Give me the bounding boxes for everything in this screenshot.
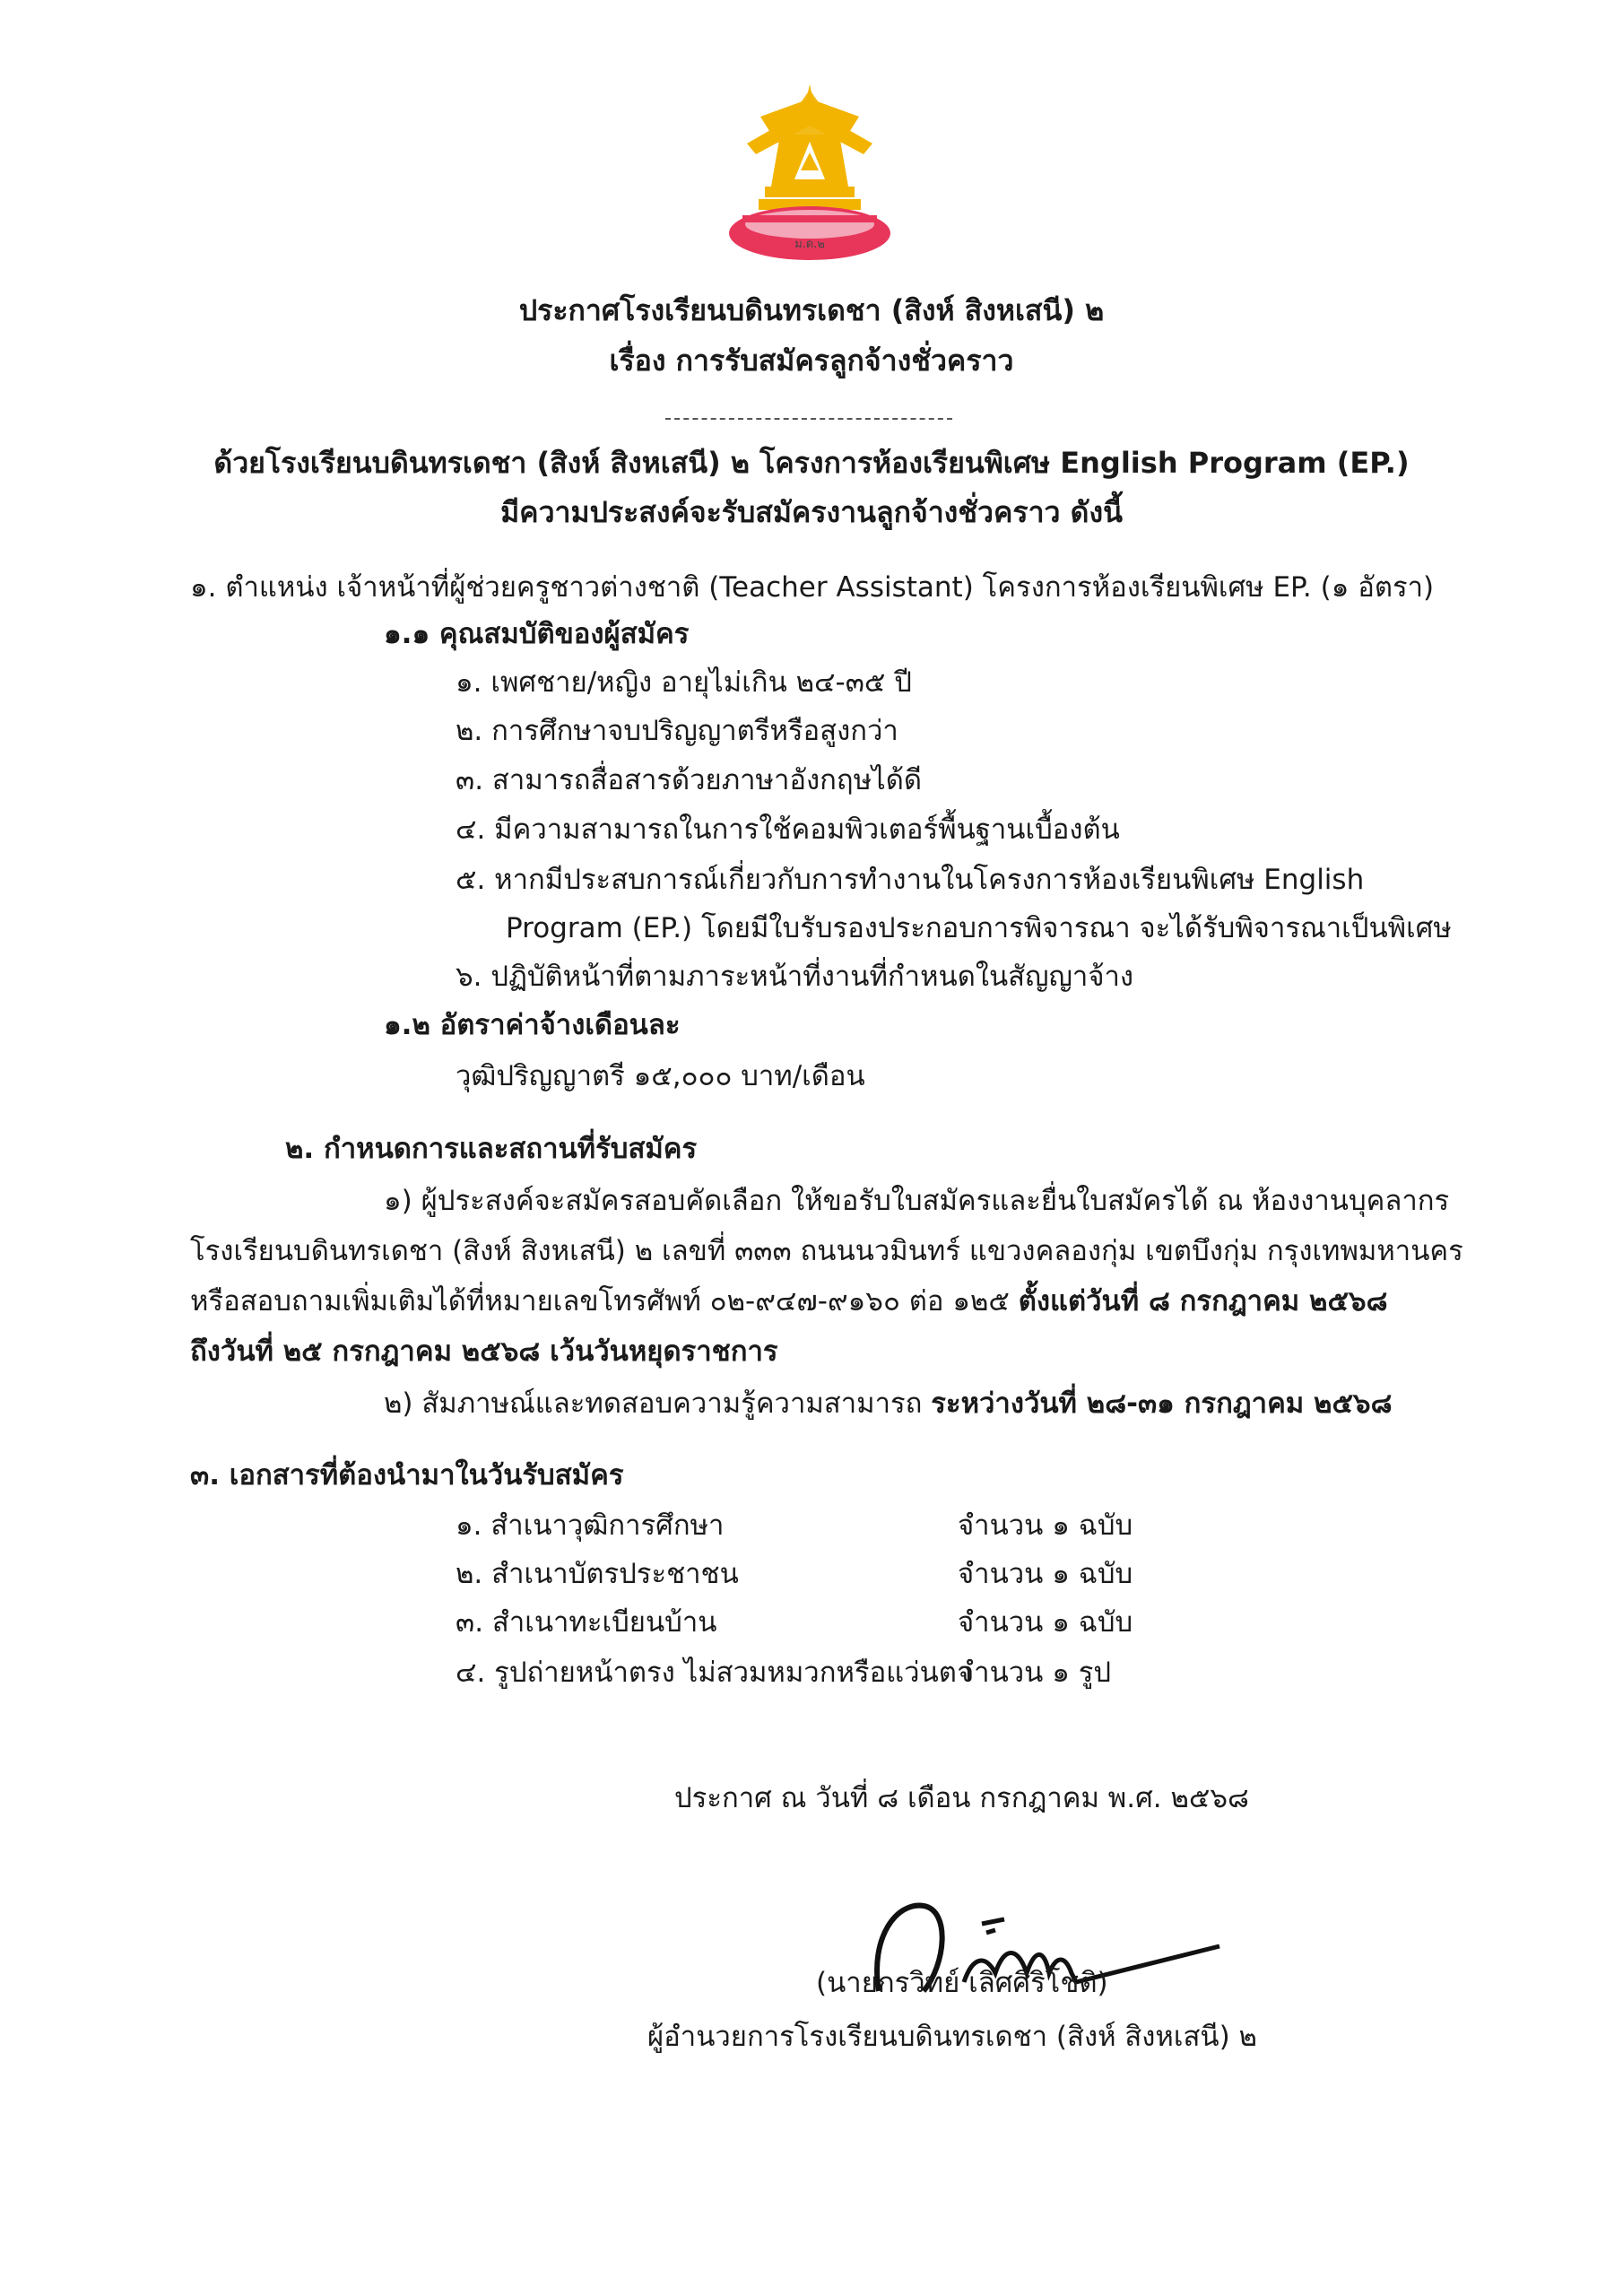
qualification-item: ๔. มีความสามารถในการใช้คอมพิวเตอร์พื้นฐานเบื้องต้น (456, 813, 1120, 846)
document-row (456, 1509, 1133, 1542)
document-quantity: จำนวน ๑ ฉบับ (958, 1509, 1133, 1542)
section3-heading: ๓. เอกสารที่ต้องนำมาในวันรับสมัคร (190, 1459, 624, 1492)
document-row (456, 1659, 1111, 1687)
announcement-subject: เรื่อง การรับสมัครลูกจ้างชั่วคราว (609, 344, 1014, 378)
section2-paragraph1-line2: โรงเรียนบดินทรเดชา (สิงห์ สิงหเสนี) ๒ เลขที่ ๓๓๓ ถนนนวมินทร์ แขวงคลองกุ่ม เขตบึงกุ่ม กรุงเทพมหานคร (190, 1235, 1463, 1267)
announcement-date: ประกาศ ณ วันที่ ๘ เดือน กรกฎาคม พ.ศ. ๒๕๖๘ (674, 1782, 1249, 1814)
qualification-item-continued: Program (EP.) โดยมีใบรับรองประกอบการพิจารณา จะได้รับพิจารณาเป็นพิเศษ (506, 912, 1452, 944)
announcement-title: ประกาศโรงเรียนบดินทรเดชา (สิงห์ สิงหเสนี) ๒ (518, 293, 1105, 327)
application-start-date: ตั้งแต่วันที่ ๘ กรกฎาคม ๒๕๖๘ (1018, 1285, 1388, 1318)
document-name: ๓. สำเนาทะเบียนบ้าน (456, 1606, 717, 1639)
qualification-item: ๓. สามารถสื่อสารด้วยภาษาอังกฤษได้ดี (456, 764, 922, 796)
intro-line-2: มีความประสงค์จะรับสมัครงานลูกจ้างชั่วคราว ดังนี้ (500, 495, 1123, 529)
qualification-item: ๑. เพศชาย/หญิง อายุไม่เกิน ๒๔-๓๕ ปี (456, 666, 912, 699)
interview-dates: ระหว่างวันที่ ๒๘-๓๑ กรกฎาคม ๒๕๖๘ (931, 1387, 1393, 1420)
salary-value: วุฒิปริญญาตรี ๑๕,๐๐๐ บาท/เดือน (456, 1060, 865, 1092)
signature-image (861, 1883, 1237, 2036)
school-emblem-logo (725, 81, 895, 269)
section2-paragraph1-line1: ๑) ผู้ประสงค์จะสมัครสอบคัดเลือก ให้ขอรับใบสมัครและยื่นใบสมัครได้ ณ ห้องงานบุคลากร (384, 1185, 1450, 1217)
interview-text: ๒) สัมภาษณ์และทดสอบความรู้ความสามารถ (384, 1387, 932, 1420)
salary-heading: ๑.๒ อัตราค่าจ้างเดือนละ (384, 1009, 681, 1041)
signer-name: (นายกรวิทย์ เลิศศิริโชติ) (816, 1967, 1108, 1999)
qualification-item: ๕. หากมีประสบการณ์เกี่ยวกับการทำงานในโครงการห้องเรียนพิเศษ English (456, 864, 1365, 896)
section1-heading: ๑. ตำแหน่ง เจ้าหน้าที่ผู้ช่วยครูชาวต่างชาติ (Teacher Assistant) โครงการห้องเรียนพิเศษ EP. (๑ อัตรา) (190, 571, 1435, 604)
application-end-date: ถึงวันที่ ๒๕ กรกฎาคม ๒๕๖๘ เว้นวันหยุดราชการ (190, 1335, 778, 1368)
document-row (456, 1606, 1133, 1639)
qualification-item: ๖. ปฏิบัติหน้าที่ตามภาระหน้าที่งานที่กำหนดในสัญญาจ้าง (456, 961, 1134, 993)
section2-paragraph1-line3 (190, 1285, 1388, 1318)
document-name: ๑. สำเนาวุฒิการศึกษา (456, 1509, 725, 1542)
document-name: ๔. รูปถ่ายหน้าตรง ไม่สวมหมวกหรือแว่นตา (456, 1657, 973, 1689)
qualifications-heading: ๑.๑ คุณสมบัติของผู้สมัคร (384, 618, 690, 650)
document-row (456, 1558, 1133, 1590)
intro-line-1: ด้วยโรงเรียนบดินทรเดชา (สิงห์ สิงหเสนี) ๒ โครงการห้องเรียนพิเศษ English Program (EP.) (213, 446, 1410, 480)
document-quantity: จำนวน ๑ ฉบับ (958, 1558, 1133, 1590)
document-quantity: จำนวน ๑ ฉบับ (958, 1606, 1133, 1639)
section2-paragraph2 (384, 1387, 1393, 1420)
document-quantity: จำนวน ๑ รูป (958, 1657, 1112, 1689)
section2-heading: ๒. กำหนดการและสถานที่รับสมัคร (285, 1133, 698, 1165)
emblem-caption: ม.ด.๒ (794, 238, 825, 251)
signer-position: ผู้อำนวยการโรงเรียนบดินทรเดชา (สิงห์ สิงหเสนี) ๒ (647, 2021, 1257, 2053)
document-name: ๒. สำเนาบัตรประชาชน (456, 1558, 739, 1590)
contact-phone-text: หรือสอบถามเพิ่มเติมได้ที่หมายเลขโทรศัพท์ ๐๒-๙๔๗-๙๑๖๐ ต่อ ๑๒๕ (190, 1285, 1019, 1318)
title-divider (665, 418, 952, 420)
qualification-item: ๒. การศึกษาจบปริญญาตรีหรือสูงกว่า (456, 715, 898, 747)
